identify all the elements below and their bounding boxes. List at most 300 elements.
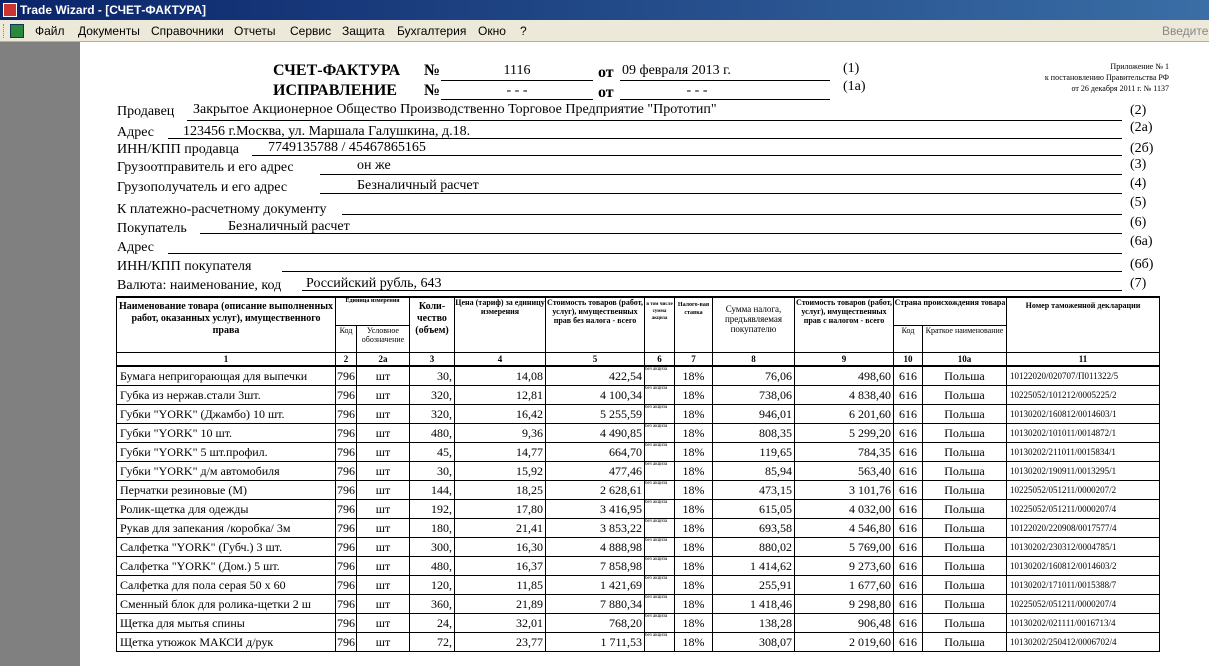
currency-code: (7) [1130, 276, 1147, 291]
cell-total: 4 546,80 [795, 518, 894, 537]
table-row[interactable] [117, 480, 1160, 499]
cell-rate: 18% [675, 480, 713, 499]
title-bar [0, 0, 1209, 20]
seller-underline [187, 120, 1122, 121]
seller-inn-label: ИНН/КПП продавца [117, 142, 240, 157]
toolbar-grip-icon[interactable] [3, 24, 7, 38]
menu-file[interactable]: Файл [35, 24, 65, 38]
cell-country-code: 616 [894, 632, 923, 651]
cell-qty: 72, [410, 632, 455, 651]
cell-unit: шт [357, 556, 410, 575]
cell-country: Польша [923, 480, 1007, 499]
appendix-line-3: от 26 декабря 2011 г. № 1137 [1071, 84, 1169, 93]
invoice-date-underline [620, 80, 830, 81]
cell-declaration: 10130202/160812/0014603/1 [1007, 404, 1160, 423]
cell-country-code: 616 [894, 423, 923, 442]
cell-country: Польша [923, 518, 1007, 537]
cell-rate: 18% [675, 499, 713, 518]
cell-country: Польша [923, 499, 1007, 518]
cell-unit: шт [357, 537, 410, 556]
cell-total: 498,60 [795, 366, 894, 386]
column-header-unit-symbol: Условное обозначение [357, 325, 410, 352]
cell-tax: 255,91 [713, 575, 795, 594]
cell-name: Губки "YORK" (Джамбо) 10 шт. [117, 404, 336, 423]
cell-country: Польша [923, 632, 1007, 651]
cell-total: 9 298,80 [795, 594, 894, 613]
cell-cost: 2 628,61 [546, 480, 645, 499]
cell-declaration: 10122020/220908/0017577/4 [1007, 518, 1160, 537]
cell-total: 563,40 [795, 461, 894, 480]
cell-qty: 480, [410, 423, 455, 442]
correction-number-sign: № [424, 82, 441, 99]
cell-tax: 119,65 [713, 442, 795, 461]
cell-declaration: 10130202/250412/0006702/4 [1007, 632, 1160, 651]
cell-unit-code: 796 [336, 499, 357, 518]
cell-qty: 30, [410, 461, 455, 480]
cell-cost: 768,20 [546, 613, 645, 632]
cell-cost: 5 255,59 [546, 404, 645, 423]
cell-country-code: 616 [894, 461, 923, 480]
buyer-label: Покупатель [117, 221, 187, 236]
cell-cost: 4 100,34 [546, 385, 645, 404]
table-row[interactable] [117, 556, 1160, 575]
cell-tax: 946,01 [713, 404, 795, 423]
cell-rate: 18% [675, 556, 713, 575]
cell-name: Сменный блок для ролика-щетки 2 ш [117, 594, 336, 613]
cell-name: Губки "YORK" д/м автомобиля [117, 461, 336, 480]
cell-excise: без акциза [645, 480, 675, 499]
seller-label: Продавец [117, 104, 175, 119]
consignee-underline [320, 193, 1122, 194]
cell-name: Губки "YORK" 10 шт. [117, 423, 336, 442]
cell-total: 4 838,40 [795, 385, 894, 404]
column-header-cost-with-tax: Стоимость товаров (работ, услуг), имущественных прав с налогом - всего [795, 297, 894, 352]
cell-country-code: 616 [894, 537, 923, 556]
cell-total: 4 032,00 [795, 499, 894, 518]
cell-price: 11,85 [455, 575, 546, 594]
table-row[interactable] [117, 594, 1160, 613]
column-header-country-name: Краткое наименование [923, 325, 1007, 352]
cell-name: Рукав для запекания /коробка/ 3м [117, 518, 336, 537]
cell-cost: 4 888,98 [546, 537, 645, 556]
seller-address-code: (2а) [1130, 120, 1153, 135]
invoice-title: СЧЕТ-ФАКТУРА [273, 62, 401, 79]
table-row[interactable] [117, 518, 1160, 537]
payment-doc-underline [342, 214, 1122, 215]
cell-rate: 18% [675, 385, 713, 404]
cell-price: 14,08 [455, 366, 546, 386]
menu-accounting[interactable]: Бухгалтерия [397, 24, 467, 38]
table-row[interactable] [117, 537, 1160, 556]
seller-inn-underline [252, 155, 1122, 156]
cell-unit-code: 796 [336, 537, 357, 556]
cell-country: Польша [923, 537, 1007, 556]
seller-address-underline [168, 138, 1122, 139]
seller-inn-value: 7749135788 / 45467865165 [268, 140, 426, 155]
cell-excise: без акциза [645, 404, 675, 423]
consignor-value: он же [357, 158, 391, 173]
cell-unit: шт [357, 442, 410, 461]
cell-cost: 664,70 [546, 442, 645, 461]
cell-cost: 7 880,34 [546, 594, 645, 613]
cell-tax: 808,35 [713, 423, 795, 442]
correction-date: - - - [686, 83, 708, 98]
window-title: Trade Wizard - [СЧЕТ-ФАКТУРА] [20, 3, 207, 17]
cell-country-code: 616 [894, 556, 923, 575]
cell-name: Ролик-щетка для одежды [117, 499, 336, 518]
cell-country-code: 616 [894, 594, 923, 613]
column-header-cost-no-tax: Стоимость товаров (работ, услуг), имущественных прав без налога - всего [546, 297, 645, 352]
column-number-row [117, 352, 1160, 366]
invoice-number-underline [441, 80, 593, 81]
cell-declaration: 10130202/230312/0004785/1 [1007, 537, 1160, 556]
cell-unit-code: 796 [336, 404, 357, 423]
cell-country-code: 616 [894, 499, 923, 518]
currency-label: Валюта: наименование, код [117, 278, 282, 293]
table-row[interactable] [117, 423, 1160, 442]
table-row[interactable] [117, 461, 1160, 480]
cell-qty: 360, [410, 594, 455, 613]
app-logo-icon [3, 3, 17, 17]
cell-cost: 422,54 [546, 366, 645, 386]
correction-code: (1а) [843, 79, 866, 94]
buyer-value: Безналичный расчет [228, 219, 350, 234]
cell-declaration: 10130202/021111/0016713/4 [1007, 613, 1160, 632]
cell-unit-code: 796 [336, 632, 357, 651]
cell-declaration: 10225052/051211/0000207/4 [1007, 499, 1160, 518]
cell-total: 3 101,76 [795, 480, 894, 499]
menu-bar [0, 20, 1209, 42]
cell-unit: шт [357, 385, 410, 404]
seller-address-value: 123456 г.Москва, ул. Маршала Галушкина, д.18. [183, 124, 471, 139]
cell-total: 784,35 [795, 442, 894, 461]
cell-excise: без акциза [645, 556, 675, 575]
cell-unit-code: 796 [336, 575, 357, 594]
cell-rate: 18% [675, 442, 713, 461]
cell-country: Польша [923, 423, 1007, 442]
cell-qty: 24, [410, 613, 455, 632]
menu-protection[interactable]: Защита [342, 24, 385, 38]
cell-excise: без акциза [645, 594, 675, 613]
seller-address-label: Адрес [117, 125, 155, 140]
cell-price: 17,80 [455, 499, 546, 518]
cell-tax: 138,28 [713, 613, 795, 632]
column-header-price: Цена (тариф) за единицу измерения [455, 297, 546, 352]
cell-total: 5 769,00 [795, 537, 894, 556]
cell-unit: шт [357, 404, 410, 423]
cell-price: 16,30 [455, 537, 546, 556]
cell-unit: шт [357, 423, 410, 442]
cell-rate: 18% [675, 537, 713, 556]
menu-references[interactable]: Справочники [151, 24, 224, 38]
column-number: 4 [455, 352, 546, 366]
cell-country-code: 616 [894, 575, 923, 594]
invoice-date-label: от [598, 64, 614, 81]
invoice-document [80, 42, 1209, 666]
cell-country-code: 616 [894, 518, 923, 537]
column-number: 1 [117, 352, 336, 366]
payment-doc-code: (5) [1130, 195, 1147, 210]
cell-excise: без акциза [645, 575, 675, 594]
correction-date-underline [620, 99, 830, 100]
cell-rate: 18% [675, 518, 713, 537]
cell-cost: 7 858,98 [546, 556, 645, 575]
cell-unit: шт [357, 613, 410, 632]
invoice-date: 09 февраля 2013 г. [622, 63, 731, 78]
column-number: 7 [675, 352, 713, 366]
cell-total: 9 273,60 [795, 556, 894, 575]
menu-reports[interactable]: Отчеты [234, 24, 276, 38]
cell-excise: без акциза [645, 613, 675, 632]
cell-unit-code: 796 [336, 518, 357, 537]
cell-rate: 18% [675, 366, 713, 386]
consignor-code: (3) [1130, 157, 1147, 172]
column-number: 8 [713, 352, 795, 366]
cell-unit: шт [357, 480, 410, 499]
column-number: 2а [357, 352, 410, 366]
invoice-number-sign: № [424, 62, 441, 79]
cell-qty: 320, [410, 404, 455, 423]
menu-window[interactable]: Окно [478, 24, 506, 38]
cell-country: Польша [923, 366, 1007, 386]
cell-declaration: 10130202/160812/0014603/2 [1007, 556, 1160, 575]
cell-price: 21,89 [455, 594, 546, 613]
consignee-code: (4) [1130, 176, 1147, 191]
buyer-underline [200, 233, 1122, 234]
invoice-number: 1116 [503, 63, 531, 78]
cell-excise: без акциза [645, 442, 675, 461]
cell-tax: 1 418,46 [713, 594, 795, 613]
cell-total: 2 019,60 [795, 632, 894, 651]
table-row[interactable] [117, 442, 1160, 461]
seller-inn-code: (2б) [1130, 141, 1154, 156]
help-search-input[interactable]: Введите [1162, 24, 1209, 38]
cell-name: Щетка утюжок МАКСИ д/рук [117, 632, 336, 651]
cell-unit-code: 796 [336, 480, 357, 499]
cell-declaration: 10130202/101011/0014872/1 [1007, 423, 1160, 442]
buyer-inn-underline [282, 271, 1122, 272]
table-row[interactable] [117, 385, 1160, 404]
column-number: 9 [795, 352, 894, 366]
column-header-name: Наименование товара (описание выполненных работ, оказанных услуг), имущественного права [117, 297, 336, 352]
cell-declaration: 10130202/211011/0015834/1 [1007, 442, 1160, 461]
cell-name: Бумага непригорающая для выпечки [117, 366, 336, 386]
appendix-line-1: Приложение № 1 [1110, 62, 1169, 71]
invoice-table [116, 296, 1160, 652]
cell-country: Польша [923, 594, 1007, 613]
cell-country-code: 616 [894, 613, 923, 632]
cell-cost: 3 416,95 [546, 499, 645, 518]
column-number: 2 [336, 352, 357, 366]
cell-unit-code: 796 [336, 385, 357, 404]
cell-qty: 180, [410, 518, 455, 537]
cell-cost: 3 853,22 [546, 518, 645, 537]
cell-unit: шт [357, 594, 410, 613]
table-row[interactable] [117, 404, 1160, 423]
cell-rate: 18% [675, 632, 713, 651]
cell-country-code: 616 [894, 385, 923, 404]
cell-qty: 320, [410, 385, 455, 404]
table-row[interactable] [117, 632, 1160, 651]
cell-country: Польша [923, 575, 1007, 594]
column-header-unit-code: Код [336, 325, 357, 352]
column-header-country-code: Код [894, 325, 923, 352]
column-header-unit: Единица измерения [336, 297, 410, 325]
cell-rate: 18% [675, 575, 713, 594]
cell-unit-code: 796 [336, 461, 357, 480]
correction-number-underline [441, 99, 593, 100]
cell-qty: 300, [410, 537, 455, 556]
cell-excise: без акциза [645, 632, 675, 651]
cell-name: Салфетка "YORK" (Дом.) 5 шт. [117, 556, 336, 575]
cell-total: 5 299,20 [795, 423, 894, 442]
menu-documents[interactable]: Документы [78, 24, 140, 38]
cell-rate: 18% [675, 613, 713, 632]
cell-country-code: 616 [894, 480, 923, 499]
menu-service[interactable]: Сервис [290, 24, 332, 38]
cell-cost: 477,46 [546, 461, 645, 480]
cell-qty: 144, [410, 480, 455, 499]
cell-country: Польша [923, 404, 1007, 423]
correction-date-label: от [598, 84, 614, 101]
table-row[interactable] [117, 575, 1160, 594]
invoice-table-body [117, 366, 1160, 652]
cell-country: Польша [923, 385, 1007, 404]
cell-tax: 693,58 [713, 518, 795, 537]
cell-unit: шт [357, 499, 410, 518]
cell-unit: шт [357, 518, 410, 537]
cell-total: 1 677,60 [795, 575, 894, 594]
cell-declaration: 10130202/190911/0013295/1 [1007, 461, 1160, 480]
cell-price: 18,25 [455, 480, 546, 499]
cell-price: 12,81 [455, 385, 546, 404]
cell-declaration: 10122020/020707/П011322/5 [1007, 366, 1160, 386]
buyer-code: (6) [1130, 215, 1147, 230]
column-header-country: Страна происхождения товара [894, 297, 1007, 325]
cell-declaration: 10225052/051211/0000207/2 [1007, 480, 1160, 499]
cell-price: 23,77 [455, 632, 546, 651]
cell-price: 15,92 [455, 461, 546, 480]
cell-country-code: 616 [894, 442, 923, 461]
cell-name: Салфетка для пола серая 50 х 60 [117, 575, 336, 594]
document-icon[interactable] [10, 24, 24, 38]
consignor-underline [320, 174, 1122, 175]
buyer-inn-label: ИНН/КПП покупателя [117, 259, 252, 274]
table-row[interactable] [117, 366, 1160, 386]
cell-rate: 18% [675, 594, 713, 613]
cell-country: Польша [923, 442, 1007, 461]
cell-qty: 45, [410, 442, 455, 461]
cell-tax: 880,02 [713, 537, 795, 556]
appendix-line-2: к постановлению Правительства РФ [1044, 73, 1169, 82]
column-header-tax-sum: Сумма налога, предъявляемая покупателю [713, 297, 795, 352]
cell-price: 16,37 [455, 556, 546, 575]
table-row[interactable] [117, 499, 1160, 518]
cell-total: 6 201,60 [795, 404, 894, 423]
currency-value: Российский рубль, 643 [306, 276, 442, 291]
column-header-qty: Коли-чество (объем) [410, 297, 455, 352]
cell-price: 16,42 [455, 404, 546, 423]
cell-cost: 1 421,69 [546, 575, 645, 594]
currency-underline [302, 290, 1122, 291]
cell-cost: 4 490,85 [546, 423, 645, 442]
cell-excise: без акциза [645, 518, 675, 537]
cell-name: Щетка для мытья спины [117, 613, 336, 632]
cell-cost: 1 711,53 [546, 632, 645, 651]
buyer-address-underline [168, 253, 1122, 254]
cell-qty: 30, [410, 366, 455, 386]
column-header-tax-rate: Налого-вая ставка [675, 297, 713, 352]
cell-tax: 473,15 [713, 480, 795, 499]
column-header-declaration: Номер таможенной декларации [1007, 297, 1160, 352]
cell-tax: 738,06 [713, 385, 795, 404]
column-header-excise: в том числе сумма акциза [645, 297, 675, 352]
cell-excise: без акциза [645, 461, 675, 480]
workspace-background [0, 42, 80, 666]
cell-tax: 615,05 [713, 499, 795, 518]
correction-number: - - - [506, 83, 528, 98]
cell-declaration: 10130202/171011/0015388/7 [1007, 575, 1160, 594]
seller-value: Закрытое Акционерное Общество Производственно Торговое Предприятие "Прототип" [193, 102, 717, 117]
cell-tax: 85,94 [713, 461, 795, 480]
cell-excise: без акциза [645, 423, 675, 442]
cell-unit: шт [357, 575, 410, 594]
payment-doc-label: К платежно-расчетному документу [117, 202, 327, 217]
column-number: 5 [546, 352, 645, 366]
cell-price: 9,36 [455, 423, 546, 442]
cell-unit: шт [357, 366, 410, 386]
cell-tax: 76,06 [713, 366, 795, 386]
column-number: 10 [894, 352, 923, 366]
correction-title: ИСПРАВЛЕНИЕ [273, 82, 397, 99]
cell-total: 906,48 [795, 613, 894, 632]
cell-price: 21,41 [455, 518, 546, 537]
cell-country-code: 616 [894, 366, 923, 386]
cell-rate: 18% [675, 423, 713, 442]
cell-excise: без акциза [645, 385, 675, 404]
cell-name: Перчатки резиновые (М) [117, 480, 336, 499]
menu-help[interactable]: ? [520, 24, 527, 38]
cell-unit: шт [357, 632, 410, 651]
cell-rate: 18% [675, 404, 713, 423]
seller-code: (2) [1130, 103, 1147, 118]
cell-rate: 18% [675, 461, 713, 480]
table-row[interactable] [117, 613, 1160, 632]
cell-name: Губки "YORK" 5 шт.профил. [117, 442, 336, 461]
consignee-label: Грузополучатель и его адрес [117, 180, 288, 195]
column-number: 6 [645, 352, 675, 366]
buyer-address-label: Адрес [117, 240, 155, 255]
cell-unit: шт [357, 461, 410, 480]
cell-qty: 192, [410, 499, 455, 518]
cell-unit-code: 796 [336, 366, 357, 386]
cell-excise: без акциза [645, 537, 675, 556]
buyer-address-code: (6а) [1130, 234, 1153, 249]
column-number: 3 [410, 352, 455, 366]
cell-unit-code: 796 [336, 613, 357, 632]
column-number: 10а [923, 352, 1007, 366]
cell-tax: 308,07 [713, 632, 795, 651]
consignee-value: Безналичный расчет [357, 178, 479, 193]
cell-qty: 120, [410, 575, 455, 594]
cell-excise: без акциза [645, 366, 675, 386]
cell-tax: 1 414,62 [713, 556, 795, 575]
cell-unit-code: 796 [336, 442, 357, 461]
cell-unit-code: 796 [336, 423, 357, 442]
cell-unit-code: 796 [336, 594, 357, 613]
invoice-code: (1) [843, 61, 860, 76]
buyer-inn-code: (6б) [1130, 257, 1154, 272]
